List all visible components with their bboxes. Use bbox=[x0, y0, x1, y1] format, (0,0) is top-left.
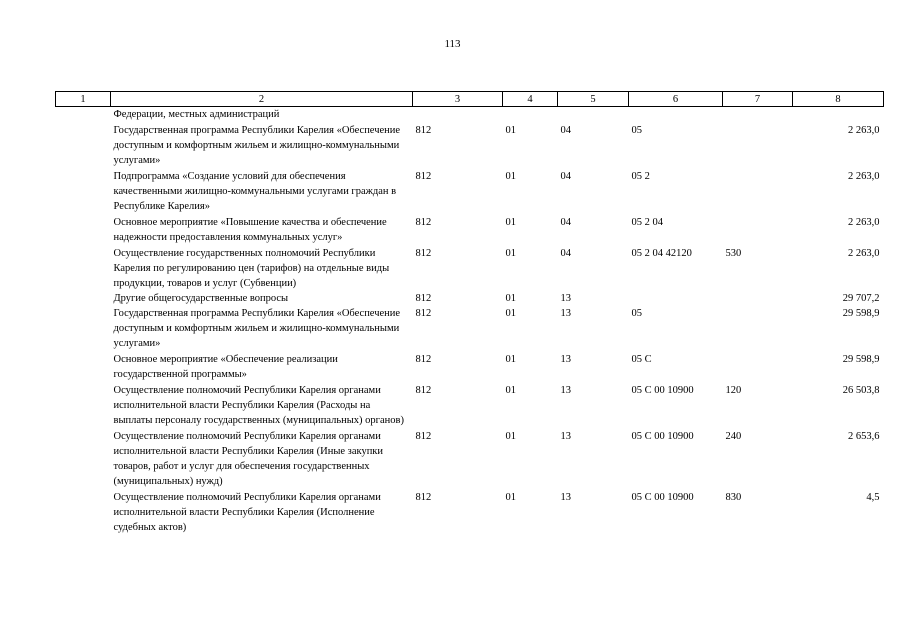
cell-amount: 2 653,6 bbox=[848, 431, 880, 442]
cell-section: 01 bbox=[505, 217, 516, 228]
cell-name: Осуществление полномочий Республики Карелия органами исполнительной власти Республики Карелия (Расходы на выплаты персоналу государственных (муниципальных) органов) bbox=[113, 385, 404, 426]
cell-amount: 29 598,9 bbox=[842, 308, 880, 319]
cell-expense bbox=[723, 306, 793, 351]
header-col-5: 5 bbox=[558, 92, 629, 107]
table-row bbox=[56, 107, 884, 123]
table-row bbox=[56, 168, 884, 214]
cell-expense: 240 bbox=[725, 431, 742, 442]
cell-subsection: 13 bbox=[560, 354, 571, 365]
cell-section: 01 bbox=[505, 354, 516, 365]
cell-amount: 26 503,8 bbox=[842, 385, 880, 396]
cell-name: Федерации, местных администраций bbox=[113, 109, 280, 120]
cell-name: Основное мероприятие «Повышение качества и обеспечение надежности предоставления коммунальных услуг» bbox=[113, 217, 387, 243]
cell-blank bbox=[56, 428, 111, 489]
cell-expense bbox=[723, 214, 793, 245]
cell-target: 05 2 04 bbox=[631, 217, 663, 228]
table-row bbox=[56, 382, 884, 428]
cell-amount: 2 263,0 bbox=[848, 248, 880, 259]
cell-code: 812 bbox=[415, 171, 432, 182]
cell-amount: 2 263,0 bbox=[848, 171, 880, 182]
cell-section: 01 bbox=[505, 431, 516, 442]
cell-section: 01 bbox=[505, 125, 516, 136]
cell-amount: 2 263,0 bbox=[848, 125, 880, 136]
header-col-4: 4 bbox=[503, 92, 558, 107]
cell-section bbox=[503, 107, 558, 123]
cell-subsection: 04 bbox=[560, 125, 571, 136]
cell-code: 812 bbox=[415, 293, 432, 304]
cell-code: 812 bbox=[415, 217, 432, 228]
cell-code bbox=[413, 107, 503, 123]
table-row bbox=[56, 428, 884, 489]
cell-section: 01 bbox=[505, 385, 516, 396]
cell-target: 05 bbox=[631, 125, 642, 136]
cell-subsection: 13 bbox=[560, 385, 571, 396]
cell-expense bbox=[723, 122, 793, 168]
cell-code: 812 bbox=[415, 125, 432, 136]
table-row bbox=[56, 306, 884, 351]
header-col-8: 8 bbox=[793, 92, 884, 107]
cell-subsection: 04 bbox=[560, 171, 571, 182]
cell-expense bbox=[723, 107, 793, 123]
cell-section: 01 bbox=[505, 492, 516, 503]
cell-code: 812 bbox=[415, 308, 432, 319]
table-row bbox=[56, 214, 884, 245]
cell-section: 01 bbox=[505, 308, 516, 319]
cell-target bbox=[629, 291, 723, 306]
cell-blank bbox=[56, 306, 111, 351]
cell-name: Осуществление полномочий Республики Карелия органами исполнительной власти Республики Карелия (Иные закупки товаров, работ и услуг для обеспечения государственных (муниципальных) нужд) bbox=[113, 431, 384, 487]
cell-expense bbox=[723, 291, 793, 306]
cell-blank bbox=[56, 245, 111, 291]
cell-blank bbox=[56, 351, 111, 382]
table-row bbox=[56, 291, 884, 306]
cell-code: 812 bbox=[415, 492, 432, 503]
cell-target: 05 С bbox=[631, 354, 652, 365]
cell-subsection: 13 bbox=[560, 431, 571, 442]
cell-blank bbox=[56, 489, 111, 535]
header-col-6: 6 bbox=[629, 92, 723, 107]
cell-blank bbox=[56, 122, 111, 168]
header-col-1: 1 bbox=[56, 92, 111, 107]
cell-name: Осуществление государственных полномочий Республики Карелия по регулированию цен (тарифов) на отдельные виды продукции, товаров и услуг (Субвенции) bbox=[113, 248, 390, 289]
cell-target bbox=[629, 107, 723, 123]
cell-subsection bbox=[558, 107, 629, 123]
table-header-row bbox=[56, 92, 884, 107]
table-row bbox=[56, 489, 884, 535]
cell-expense: 120 bbox=[725, 385, 742, 396]
cell-target: 05 С 00 10900 bbox=[631, 431, 694, 442]
cell-expense: 530 bbox=[725, 248, 742, 259]
cell-subsection: 04 bbox=[560, 217, 571, 228]
cell-name: Государственная программа Республики Карелия «Обеспечение доступным и комфортным жильем и жилищно-коммунальными услугами» bbox=[113, 308, 401, 349]
cell-subsection: 13 bbox=[560, 492, 571, 503]
cell-section: 01 bbox=[505, 171, 516, 182]
table-row bbox=[56, 245, 884, 291]
cell-target: 05 bbox=[631, 308, 642, 319]
cell-amount: 29 707,2 bbox=[842, 293, 880, 304]
cell-subsection: 04 bbox=[560, 248, 571, 259]
cell-code: 812 bbox=[415, 354, 432, 365]
cell-name: Государственная программа Республики Карелия «Обеспечение доступным и комфортным жильем и жилищно-коммунальными услугами» bbox=[113, 125, 401, 166]
cell-amount: 4,5 bbox=[866, 492, 880, 503]
cell-blank bbox=[56, 107, 111, 123]
cell-amount: 2 263,0 bbox=[848, 217, 880, 228]
header-col-7: 7 bbox=[723, 92, 793, 107]
cell-name: Другие общегосударственные вопросы bbox=[113, 293, 289, 304]
cell-subsection: 13 bbox=[560, 293, 571, 304]
cell-target: 05 2 04 42120 bbox=[631, 248, 692, 259]
cell-section: 01 bbox=[505, 248, 516, 259]
header-col-3: 3 bbox=[413, 92, 503, 107]
cell-code: 812 bbox=[415, 431, 432, 442]
cell-subsection: 13 bbox=[560, 308, 571, 319]
cell-section: 01 bbox=[505, 293, 516, 304]
cell-expense: 830 bbox=[725, 492, 742, 503]
cell-target: 05 2 bbox=[631, 171, 650, 182]
cell-target: 05 С 00 10900 bbox=[631, 492, 694, 503]
table-row bbox=[56, 122, 884, 168]
cell-blank bbox=[56, 214, 111, 245]
cell-amount bbox=[793, 107, 884, 123]
cell-code: 812 bbox=[415, 385, 432, 396]
table-row bbox=[56, 351, 884, 382]
cell-blank bbox=[56, 382, 111, 428]
cell-name: Основное мероприятие «Обеспечение реализации государственной программы» bbox=[113, 354, 338, 380]
page-number: 113 bbox=[444, 38, 461, 50]
cell-amount: 29 598,9 bbox=[842, 354, 880, 365]
budget-table bbox=[55, 91, 884, 535]
cell-blank bbox=[56, 168, 111, 214]
cell-blank bbox=[56, 291, 111, 306]
cell-name: Осуществление полномочий Республики Карелия органами исполнительной власти Республики Карелия (Исполнение судебных актов) bbox=[113, 492, 381, 533]
cell-code: 812 bbox=[415, 248, 432, 259]
cell-expense bbox=[723, 168, 793, 214]
cell-name: Подпрограмма «Создание условий для обеспечения качественными жилищно-коммунальными услугами граждан в Республике Карелия» bbox=[113, 171, 397, 212]
cell-expense bbox=[723, 351, 793, 382]
header-col-2: 2 bbox=[111, 92, 413, 107]
cell-target: 05 С 00 10900 bbox=[631, 385, 694, 396]
